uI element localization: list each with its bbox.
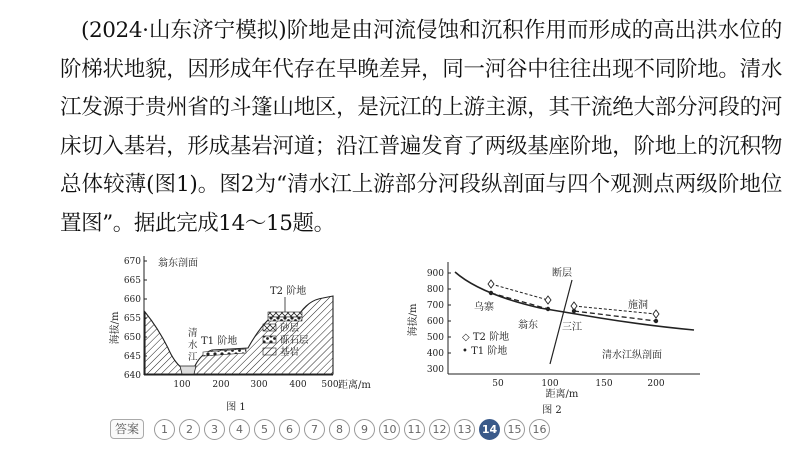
fig1-river-char: 江	[188, 352, 198, 363]
fig2-xtick: 50	[492, 379, 504, 389]
fig1-ytick: 645	[123, 352, 141, 362]
fig2-t1-line-a	[491, 293, 548, 309]
question-number-3[interactable]: 3	[204, 419, 225, 440]
question-number-8[interactable]: 8	[329, 419, 350, 440]
fig1-ytick: 655	[123, 314, 141, 324]
question-number-list	[154, 419, 550, 440]
fig2-xtick: 200	[647, 379, 665, 389]
fig2-xlabel: 距离/m	[545, 389, 579, 400]
fig1-ytick: 640	[123, 371, 141, 381]
fig1-ytick: 665	[123, 276, 141, 286]
question-text: (2024·山东济宁模拟)阶地是由河流侵蚀和沉积作用而形成的高出洪水位的阶梯状地貌，因形成年代存在早晚差异，同一河谷中往往出现不同阶地。清水江发源于贵州省的斗篷山地区，是沅江的上游主源，其干流绝大部分河段的河床切入基岩，形成基岩河道；沿江普遍发育了两级基座阶地，阶地上的沉积物总体较薄(图1)。图2为“清水江上游部分河段纵剖面与四个观测点两级阶地位置图”。据此完成14～15题。	[60, 18, 782, 236]
fig2-ytick: 300	[426, 365, 444, 375]
fig2-ytick: 800	[426, 285, 444, 295]
fig2-t1-marker-wengdong	[546, 307, 550, 311]
legend-sand-label: 砂层	[280, 323, 300, 334]
fig2-t2-marker-sanjiang	[571, 302, 577, 310]
question-number-15[interactable]: 15	[504, 419, 525, 440]
question-number-2[interactable]: 2	[179, 419, 200, 440]
fig1-caption: 图 1	[226, 402, 246, 413]
question-number-7[interactable]: 7	[304, 419, 325, 440]
fig2-t2-line-a	[491, 284, 548, 300]
figure-2	[400, 256, 710, 418]
fig1-ytick: 670	[123, 257, 141, 267]
fig2-t1-marker-shidong	[654, 319, 658, 323]
fig1-t2-sand	[268, 312, 302, 317]
question-number-9[interactable]: 9	[354, 419, 375, 440]
fig2-legend-t2: ◇ T2 阶地	[462, 332, 510, 343]
fig1-xtick: 500	[321, 380, 339, 390]
figure-1	[108, 250, 380, 420]
fig2-ylabel: 海拔/m	[408, 303, 419, 337]
fig1-ytick: 650	[123, 333, 141, 343]
question-number-11[interactable]: 11	[404, 419, 425, 440]
fig2-xtick: 100	[541, 379, 559, 389]
fig2-t2-marker-wuzhai	[488, 280, 494, 288]
question-number-4[interactable]: 4	[229, 419, 250, 440]
fig2-ytick: 400	[426, 349, 444, 359]
question-number-5[interactable]: 5	[254, 419, 275, 440]
answer-button[interactable]: 答案	[110, 419, 144, 439]
fig1-label-t1: T1 阶地	[201, 336, 238, 347]
fig2-legend-t1: • T1 阶地	[462, 346, 508, 357]
question-number-13[interactable]: 13	[454, 419, 475, 440]
fig2-ytick: 700	[426, 301, 444, 311]
fig1-xlabel: 距离/m	[338, 380, 371, 391]
legend-bedrock-label: 基岩	[280, 347, 300, 358]
question-number-16[interactable]: 16	[529, 419, 550, 440]
legend-sand-swatch	[263, 324, 276, 331]
legend-bedrock-swatch	[263, 348, 276, 355]
fig1-label-t2: T2 阶地	[270, 286, 307, 297]
fig2-caption: 图 2	[542, 405, 562, 416]
fig2-label-fault: 断层	[552, 268, 572, 279]
fig2-t1-marker-wuzhai	[489, 291, 493, 295]
question-number-6[interactable]: 6	[279, 419, 300, 440]
fig1-river	[180, 366, 196, 374]
legend-gravel-label: 砾石层	[280, 335, 309, 346]
question-number-10[interactable]: 10	[379, 419, 400, 440]
fig2-ytick: 900	[426, 269, 444, 279]
fig1-ytick: 660	[123, 295, 141, 305]
fig1-ylabel: 海拔/m	[110, 311, 121, 345]
fig2-label-sanjiang: 三江	[562, 322, 582, 333]
fig1-xtick: 400	[289, 380, 307, 390]
fig2-t2-marker-wengdong	[545, 296, 551, 304]
fig1-xtick: 200	[212, 380, 230, 390]
fig2-label-wuzhai: 乌寨	[474, 302, 494, 313]
fig1-title: 翁东剖面	[158, 258, 198, 269]
question-number-14[interactable]: 14	[479, 419, 500, 440]
answer-nav	[110, 418, 550, 440]
fig2-ytick: 500	[426, 333, 444, 343]
fig2-xtick: 150	[595, 379, 613, 389]
fig2-label-shidong: 施洞	[628, 300, 648, 311]
legend-gravel-swatch	[263, 336, 276, 343]
fig2-ytick: 600	[426, 317, 444, 327]
fig1-xtick: 300	[250, 380, 268, 390]
fig2-label-profile: 清水江纵剖面	[602, 350, 662, 361]
fig1-xtick: 100	[173, 380, 191, 390]
fig1-river-char: 水	[188, 340, 198, 351]
fig1-river-char: 清	[188, 328, 198, 339]
question-number-1[interactable]: 1	[154, 419, 175, 440]
fig2-t2-marker-shidong	[653, 310, 659, 318]
fig2-t1-marker-sanjiang	[572, 309, 576, 313]
fig2-label-wengdong: 翁东	[518, 320, 538, 331]
fig1-t2-gravel	[268, 317, 302, 321]
question-number-12[interactable]: 12	[429, 419, 450, 440]
